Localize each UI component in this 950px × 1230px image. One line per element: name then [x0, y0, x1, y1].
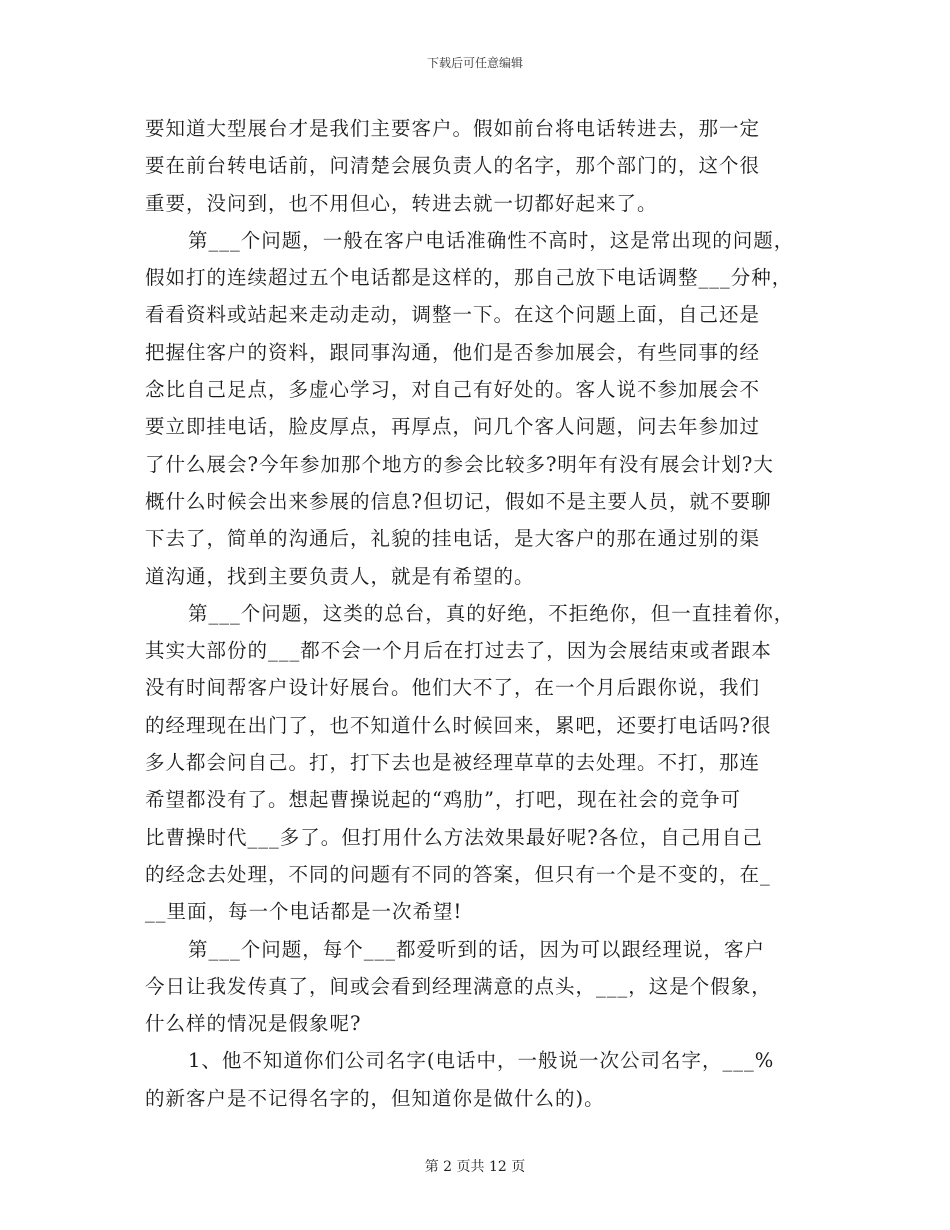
document-body: [145, 110, 825, 1117]
text-line: 要知道大型展台才是我们主要客户。假如前台将电话转进去，那一定: [145, 117, 761, 140]
text-line: 重要，没问到，也不用但心，转进去就一切都好起来了。: [145, 191, 658, 215]
text-line: 第___个问题，每个___都爱听到的话，因为可以跟经理说，客户: [188, 937, 766, 961]
text-line: 第___个问题，这类的总台，真的好绝，不拒绝你，但一直挂着你，: [188, 601, 795, 625]
text-line: 的新客户是不记得名字的，但知道你是做什么的)。: [145, 1086, 605, 1110]
text-line: 什么样的情况是假象呢?: [145, 1012, 362, 1036]
text-line: 看看资料或站起来走动走动，调整一下。在这个问题上面，自己还是: [145, 303, 761, 327]
page-header: 下载后可任意编辑: [426, 56, 523, 70]
text-line: 今日让我发传真了，间或会看到经理满意的点头，___，这是个假象，: [145, 974, 772, 998]
text-line: 了什么展会?今年参加那个地方的参会比较多?明年有没有展会计划?大: [145, 452, 774, 476]
text-line: 念比自己足点，多虚心学习，对自己有好处的。客人说不参加展会不: [145, 378, 761, 402]
text-line: __里面，每一个电话都是一次希望!: [145, 900, 463, 924]
text-line: 第___个问题，一般在客户电话准确性不高时，这是常出现的问题，: [188, 228, 795, 252]
text-line: 要在前台转电话前，问清楚会展负责人的名字，那个部门的，这个很: [145, 154, 761, 178]
text-line: 概什么时候会出来参展的信息?但切记，假如不是主要人员，就不要聊: [145, 489, 772, 513]
text-line: 道沟通，找到主要负责人，就是有希望的。: [145, 564, 535, 588]
text-line: 假如打的连续超过五个电话都是这样的，那自己放下电话调整___分种，: [145, 266, 793, 290]
text-line: 比曹操时代___多了。但打用什么方法效果最好呢?各位，自己用自己: [145, 825, 763, 849]
text-line: 1、他不知道你们公司名字(电话中，一般说一次公司名字，___%: [188, 1049, 775, 1073]
text-line: 要立即挂电话，脸皮厚点，再厚点，问几个客人问题，问去年参加过: [145, 415, 761, 439]
text-line: 把握住客户的资料，跟同事沟通，他们是否参加展会，有些同事的经: [145, 340, 761, 364]
text-line: 没有时间帮客户设计好展台。他们大不了，在一个月后跟你说，我们: [145, 676, 761, 700]
page-footer: 第 2 页共 12 页: [424, 1159, 526, 1175]
text-line: 下去了，简单的沟通后，礼貌的挂电话，是大客户的那在通过别的渠: [145, 527, 761, 551]
text-line: 的经念去处理，不同的问题有不同的答案，但只有一个是不变的，在_: [145, 862, 771, 886]
text-line: 的经理现在出门了，也不知道什么时候回来，累吧，还要打电话吗?很: [145, 713, 772, 737]
text-line: 多人都会问自己。打，打下去也是被经理草草的去处理。不打，那连: [145, 751, 761, 775]
text-line: 其实大部份的___都不会一个月后在打过去了，因为会展结束或者跟本: [145, 639, 772, 663]
text-line: 希望都没有了。想起曹操说起的“鸡肋”，打吧，现在社会的竞争可: [145, 788, 741, 812]
